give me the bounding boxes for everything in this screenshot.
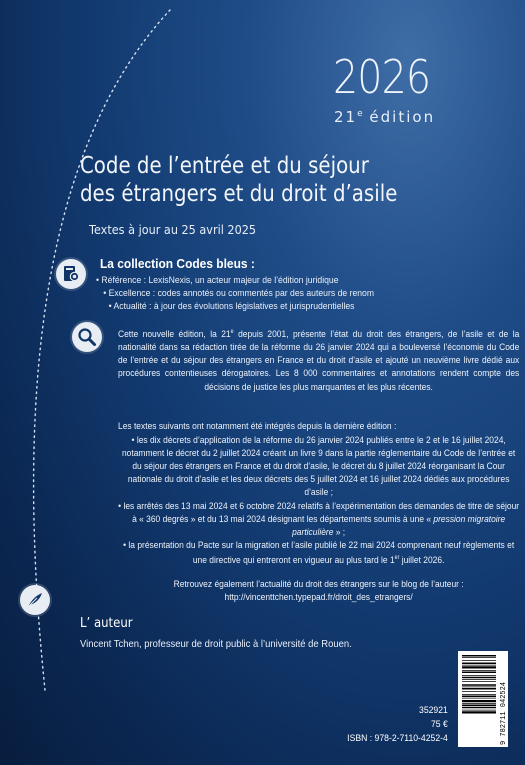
new-texts-item: • les dix décrets d’application de la réforme du 26 janvier 2024 publiés entre le 2 et le 16 juillet 2024, notamment le décret du 2 juillet 2024 créant un livre 9 dans la partie réglementaire du Code de l’entrée et du séjour des étrangers en France et du droit d’asile, le décret du 8 juillet 2024 réorganisant la Cour nationale du droit d’asile et les deux décrets des 5 juillet 2024 et 16 juillet 2024 dédiés aux procédures d’asile ; (121, 435, 516, 499)
quill-icon (20, 585, 50, 615)
book-title (80, 152, 441, 208)
blog-text: Retrouvez également l’actualité du droit des étrangers sur le blog de l’auteur : (173, 579, 464, 590)
new-texts-item: • les arrêtés des 13 mai 2024 et 6 octobre 2024 relatifs à l’expérimentation des demandes de titre de séjour à « 360 degrés » et du 13 mai 2024 désignant les départements soumis à une « pression migratoire particulière » ; (118, 500, 520, 538)
author-line: Vincent Tchen, professeur de droit public à l’université de Rouen. (80, 638, 352, 650)
title-line-1: Code de l’entrée et du séjour (80, 153, 369, 179)
price: 75 € (431, 719, 448, 730)
barcode-bars (458, 651, 508, 747)
svg-text:9 782711 042524: 9 782711 042524 (500, 681, 508, 745)
isbn-barcode (458, 651, 508, 747)
book-stamp-icon (56, 259, 86, 289)
new-texts-heading: Les textes suivants ont notamment été intégrés depuis la dernière édition : (118, 421, 397, 432)
blog-url: http://vincenttchen.typepad.fr/droit_des_etrangers/ (224, 592, 413, 604)
isbn: ISBN : 978-2-7110-4252-4 (347, 733, 448, 744)
collection-item: • Référence : LexisNexis, un acteur majeur de l’édition juridique (96, 275, 339, 286)
edition-year: 2026 (333, 50, 431, 104)
intro-paragraph: Cette nouvelle édition, la 21e depuis 2001, présente l’état du droit des étrangers, de l’asile et de la nationalité dans sa rédaction tirée de la réforme du 26 janvier 2024 qui a bouleversé l’économie du Code de l’entrée et du séjour des étrangers en France et du droit d’asile et ajouté un neuvième livre dédié aux procédures contentieuses dérogatoires. Les 8 000 commentaires et annotations rendent compte des décisions de justice les plus marquantes et les plus récentes. (118, 329, 520, 393)
new-texts-item: • la présentation du Pacte sur la migration et l’asile publié le 22 mai 2024 comprenant neuf règlements et une directive qui entreront en vigueur au plus tard le 1er juillet 2026. (123, 539, 515, 567)
collection-item: • Actualité : à jour des évolutions législatives et jurisprudentielles (108, 301, 355, 312)
blog-section (118, 578, 519, 604)
title-line-2: des étrangers et du droit d’asile (80, 181, 398, 207)
collection-item: • Excellence : codes annotés ou commentés par des auteurs de renom (103, 288, 375, 299)
price-block (347, 704, 448, 746)
update-date: Textes à jour au 25 avril 2025 (89, 222, 257, 237)
magnifier-icon (72, 322, 102, 352)
reference-number: 352921 (419, 705, 448, 716)
collection-heading: La collection Codes bleus : (100, 256, 255, 271)
edition-label: 21e édition (334, 108, 436, 126)
collection-list (96, 274, 374, 313)
author-heading: L’ auteur (80, 616, 133, 631)
new-texts-section (118, 420, 519, 567)
